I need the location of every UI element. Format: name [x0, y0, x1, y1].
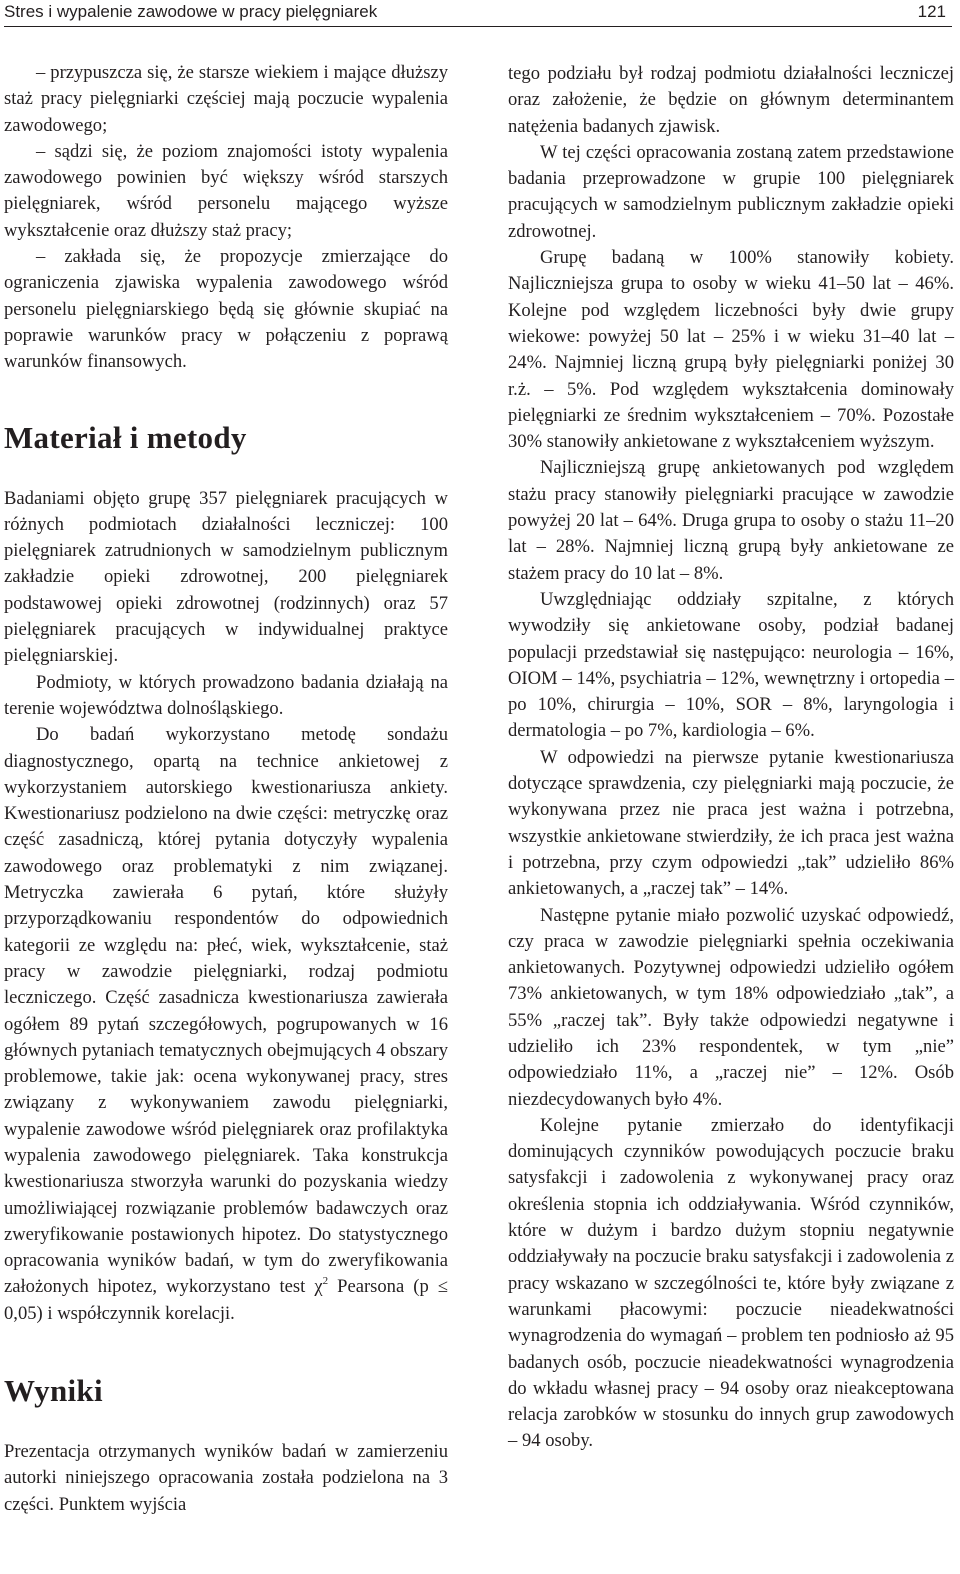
methods-paragraph-1: Badaniami objęto grupę 357 pielęgniarek pracujących w różnych podmiotach działalności leczniczej: 100 pielęgniarek zatrudnionych w samodzielnym publicznym zakładzie opieki zdrowotnej, 200 pielęgniarek podstawowej opieki zdrowotnej (rodzinnych) oraz 57 pielęgniarek pracujących w indywidualnej praktyce pielęgniarskiej.	[4, 487, 448, 667]
section-heading-results: Wyniki	[4, 1373, 103, 1409]
methods-paragraph-2: Podmioty, w których prowadzono badania działają na terenie województwa dolnośląskiego.	[4, 671, 448, 719]
hypothesis-item-3: – zakłada się, że propozycje zmierzające do ograniczenia zjawiska wypalenia zawodowego wśród personelu pielęgniarskiego będą się głównie skupiać na poprawie warunków pracy w połączeniu z poprawą warunków finansowych.	[4, 246, 448, 373]
methods-paragraph-3	[4, 722, 448, 1327]
results-paragraph-continued: tego podziału był rodzaj podmiotu działalności leczniczej oraz założenie, że będzie on głównym determinantem natężenia badanych zjawisk.	[508, 63, 954, 137]
results-paragraph-2: W tej części opracowania zostaną zatem przedstawione badania przeprowadzone w grupie 100 pielęgniarek pracujących w samodzielnym publicznym zakładzie opieki zdrowotnej.	[508, 141, 954, 242]
page-number: 121	[917, 2, 946, 21]
section-heading-methods: Materiał i metody	[4, 419, 247, 455]
chi-square-exponent: 2	[322, 1275, 329, 1288]
results-paragraph-4: Najliczniejszą grupę ankietowanych pod względem stażu pracy stanowiły pielęgniarki pracujące w zawodzie powyżej 20 lat – 64%. Druga grupa to osoby o stażu 11–20 lat – 28%. Najmniej liczną grupą były ankietowane ze stażem pracy do 10 lat – 8%.	[508, 457, 954, 584]
results-paragraph-5: Uwzględniając oddziały szpitalne, z których wywodziły się ankietowane osoby, podział badanej populacji przedstawiał się następująco: neurologia – 16%, OIOM – 14%, psychiatria – 12%, wewnętrzny i ortopedia – po 10%, chirurgia – 10%, SOR – 8%, laryngologia i dermatologia – po 7%, kardiologia – 6%.	[508, 588, 954, 742]
methods-paragraph-3-tail: Pearsona (p ≤ 0,05) i współczynnik korelacji.	[4, 1276, 449, 1324]
results-paragraph-8: Kolejne pytanie zmierzało do identyfikacji dominujących czynników powodujących poczucie braku satysfakcji i zadowolenia z wykonywanej pracy oraz określenia stopnia ich oddziaływania. Wśród czynników, które w dużym i bardzo dużym stopniu negatywnie oddziaływały na poczucie braku satysfakcji i zadowolenia z pracy wskazano w szczególności te, które były związane z warunkami płacowymi: poczucie nieadekwatności wynagrodzenia do wymagań – problem ten podniosło aż 95 badanych osób, poczucie nieadekwatności wynagrodzenia do wkładu własnej pracy – 94 osoby oraz nieakceptowana relacja zarobków w stosunku do innych grup zawodowych – 94 osoby.	[508, 1114, 954, 1452]
results-paragraph-3: Grupę badaną w 100% stanowiły kobiety. Najliczniejsza grupa to osoby w wieku 41–50 lat – 46%. Kolejne pod względem liczebności były dwie grupy wiekowe: powyżej 50 lat – 25% i w wieku 31–40 lat – 24%. Najmniej liczną grupą były pielęgniarki poniżej 30 r.ż. – 5%. Pod względem wykształcenia dominowały pielęgniarki ze średnim wykształceniem – 70%. Pozostałe 30% stanowiły ankietowane z wykształceniem wyższym.	[508, 247, 954, 453]
left-column	[4, 60, 448, 1518]
results-paragraph-1: Prezentacja otrzymanych wyników badań w zamierzeniu autorki niniejszego opracowania została podzielona na 3 części. Punktem wyjścia	[4, 1441, 448, 1515]
methods-paragraph-3-text: Do badań wykorzystano metodę sondażu diagnostycznego, opartą na technice ankietowej z wykorzystaniem autorskiego kwestionariusza ankiety. Kwestionariusz podzielono na dwie części: metryczkę oraz część zasadniczą, której pytania dotyczyły wypalenia zawodowego oraz problematyki z nim związanej. Metryczka zawierała 6 pytań, które służyły przyporządkowaniu respondentów do odpowiednich kategorii ze względu na: płeć, wiek, wykształcenie, staż pracy w zawodzie pielęgniarki, rodzaj podmiotu leczniczego. Część zasadnicza kwestionariusza zawierała ogółem 89 pytań szczegółowych, pogrupowanych w 16 głównych pytaniach tematycznych obejmujących 4 obszary problemowe, takie jak: ocena wykonywanej pracy, stres związany z wykonywaniem zawodu pielęgniarki, wypalenie zawodowe wśród pielęgniarek oraz profilaktyka wypalenia zawodowego pielęgniarek. Taka konstrukcja kwestionariusza stworzyła warunki do pozyskania wiedzy umożliwiającej rozwiązanie problemów badawczych oraz zweryfikowanie postawionych hipotez. Do statystycznego opracowania wyników badań, w tym do zweryfikowania założonych hipotez, wykorzystano test χ	[4, 724, 448, 1298]
results-paragraph-6: W odpowiedzi na pierwsze pytanie kwestionariusza dotyczące sprawdzenia, czy pielęgniarki mają poczucie, że wykonywana przez nie praca jest ważna i potrzebna, wszystkie ankietowane stwierdziły, że ich praca jest ważna i potrzebna, przy czym odpowiedzi „tak” udzieliło 86% ankietowanych, a „raczej tak” – 14%.	[508, 746, 954, 900]
running-header	[4, 0, 952, 27]
hypothesis-item-1: – przypuszcza się, że starsze wiekiem i mające dłuższy staż pracy pielęgniarki częściej mają poczucie wypalenia zawodowego;	[4, 62, 448, 136]
running-title: Stres i wypalenie zawodowe w pracy pielęgniarek	[4, 2, 378, 21]
right-column	[508, 61, 954, 1455]
results-paragraph-7: Następne pytanie miało pozwolić uzyskać odpowiedź, czy praca w zawodzie pielęgniarki spełnia oczekiwania ankietowanych. Pozytywnej odpowiedzi udzieliło ogółem 73% ankietowanych, w tym 18% odpowiedziało „tak”, a 55% „raczej tak”. Były także odpowiedzi negatywne i udzieliło ich 23% respondentek, w tym „nie” odpowiedziało 11%, a „raczej nie” – 12%. Osób niezdecydowanych było 4%.	[508, 904, 954, 1110]
hypothesis-item-2: – sądzi się, że poziom znajomości istoty wypalenia zawodowego powinien być większy wśród starszych pielęgniarek, wśród personelu mającego wyższe wykształcenie oraz dłuższy staż pracy;	[4, 140, 448, 241]
